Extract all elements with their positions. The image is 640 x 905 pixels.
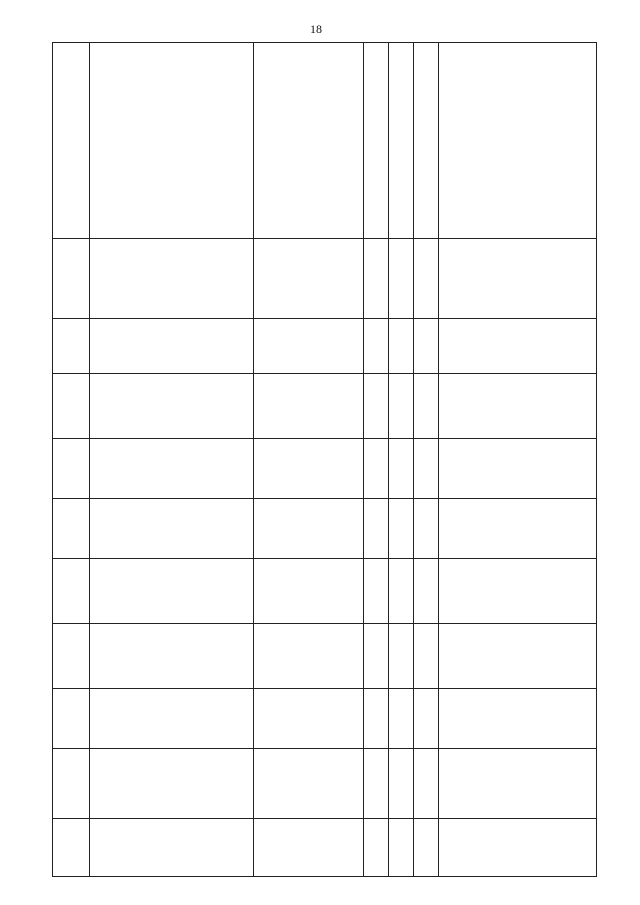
table-divider — [53, 688, 596, 689]
program-table — [52, 42, 597, 877]
table-divider — [53, 498, 596, 499]
table-divider — [53, 373, 596, 374]
table-divider — [53, 238, 596, 239]
table-divider — [253, 43, 254, 876]
table-divider — [53, 818, 596, 819]
table-divider — [89, 43, 90, 876]
table-divider — [53, 438, 596, 439]
table-divider — [388, 43, 389, 876]
table-divider — [363, 43, 364, 876]
table-divider — [438, 43, 439, 876]
page-number: 18 — [310, 22, 322, 36]
table-divider — [53, 318, 596, 319]
table-divider — [53, 748, 596, 749]
table-divider — [53, 558, 596, 559]
table-divider — [413, 43, 414, 876]
table-divider — [53, 623, 596, 624]
